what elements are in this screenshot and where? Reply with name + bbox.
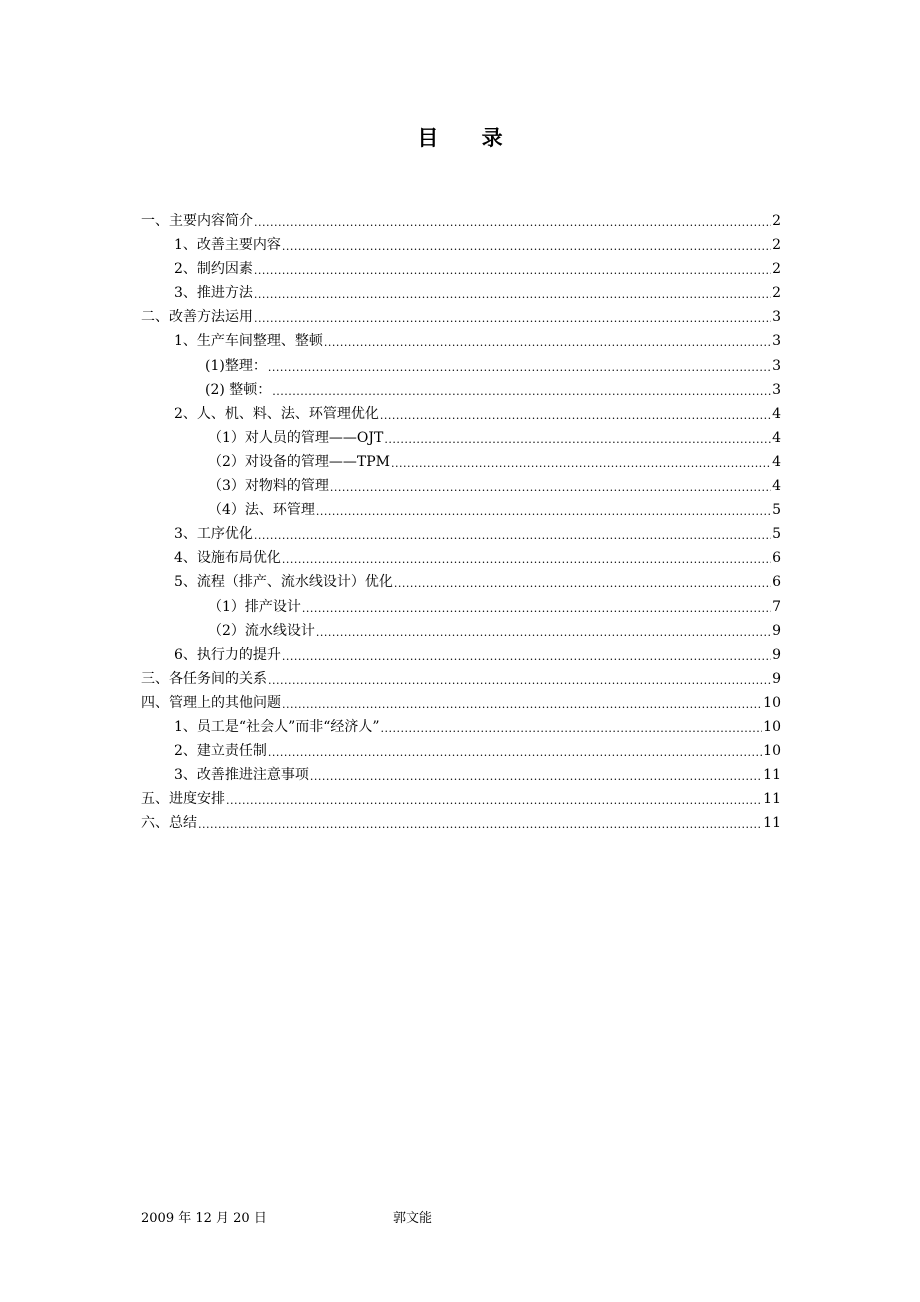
toc-entry-label: 五、进度安排	[141, 791, 225, 808]
toc-entry-page-number: 3	[772, 333, 781, 350]
toc-entry[interactable]	[141, 811, 781, 835]
toc-entry-label: （2）流水线设计	[208, 622, 315, 639]
toc-entry-page-number: 9	[772, 646, 781, 663]
toc-entry[interactable]	[141, 787, 781, 811]
toc-entry[interactable]	[141, 474, 781, 498]
toc-dot-leader	[268, 669, 771, 693]
toc-entry-label: 5、流程（排产、流水线设计）优化	[174, 574, 393, 591]
toc-entry[interactable]	[141, 595, 781, 619]
toc-entry-label: 1、生产车间整理、整顿	[174, 333, 323, 350]
toc-entry[interactable]	[141, 643, 781, 667]
toc-entry-page-number: 6	[772, 574, 781, 591]
toc-dot-leader	[330, 476, 771, 500]
toc-dot-leader	[310, 765, 762, 789]
toc-entry-label: 1、改善主要内容	[174, 237, 281, 254]
toc-entry[interactable]	[141, 426, 781, 450]
toc-dot-leader	[226, 789, 762, 813]
toc-entry-label: （3）对物料的管理	[208, 478, 329, 495]
toc-entry-label: （4）法、环管理	[208, 502, 315, 519]
toc-entry-page-number: 5	[772, 502, 781, 519]
toc-dot-leader	[316, 621, 771, 645]
toc-dot-leader	[254, 524, 771, 548]
toc-entry-label: 六、总结	[141, 815, 197, 832]
toc-entry-label: (2) 整顿：	[205, 381, 272, 398]
toc-entry-label: 一、主要内容简介	[141, 213, 253, 229]
toc-entry-label: 6、执行力的提升	[174, 646, 281, 663]
page-title: 目 录	[417, 125, 521, 150]
toc-entry-label: 1、员工是“社会人”而非“经济人”	[174, 718, 380, 735]
toc-entry[interactable]	[141, 209, 781, 233]
toc-entry[interactable]	[141, 619, 781, 643]
toc-entry-label: 2、建立责任制	[174, 743, 267, 760]
toc-entry[interactable]	[141, 233, 781, 257]
toc-entry[interactable]	[141, 691, 781, 715]
toc-entry-label: （1）排产设计	[208, 598, 301, 615]
toc-dot-leader	[254, 259, 771, 283]
toc-entry[interactable]	[141, 281, 781, 305]
toc-dot-leader	[380, 404, 771, 428]
toc-entry[interactable]	[141, 763, 781, 787]
toc-entry-page-number: 3	[772, 309, 781, 326]
toc-dot-leader	[384, 428, 771, 452]
toc-entry-page-number: 9	[772, 622, 781, 639]
toc-dot-leader	[282, 235, 771, 259]
toc-entry[interactable]	[141, 402, 781, 426]
toc-entry-page-number: 3	[772, 381, 781, 398]
toc-entry-label: 4、设施布局优化	[174, 550, 281, 567]
toc-entry-label: (1)整理：	[205, 357, 267, 374]
toc-entry-label: 3、改善推进注意事项	[174, 767, 309, 784]
toc-dot-leader	[394, 572, 771, 596]
toc-entry-page-number: 3	[772, 357, 781, 374]
toc-dot-leader	[282, 548, 771, 572]
footer-author: 郭文能	[393, 1211, 433, 1226]
table-of-contents	[141, 209, 781, 835]
toc-entry-page-number: 2	[772, 285, 781, 302]
toc-dot-leader	[272, 380, 771, 404]
toc-entry-page-number: 10	[763, 743, 781, 760]
toc-entry[interactable]	[141, 450, 781, 474]
toc-entry[interactable]	[141, 498, 781, 522]
toc-dot-leader	[254, 307, 771, 331]
toc-entry[interactable]	[141, 305, 781, 329]
footer-date: 2009 年 12 月 20 日	[141, 1211, 267, 1226]
toc-entry[interactable]	[141, 739, 781, 763]
toc-entry-label: 二、改善方法运用	[141, 309, 253, 326]
toc-dot-leader	[268, 356, 771, 380]
toc-entry-label: 3、推进方法	[174, 285, 253, 302]
toc-dot-leader	[268, 741, 762, 765]
toc-entry-label: 3、工序优化	[174, 526, 253, 543]
toc-entry-page-number: 6	[772, 550, 781, 567]
toc-entry-page-number: 2	[772, 261, 781, 278]
toc-dot-leader	[282, 693, 762, 717]
toc-entry-label: 2、人、机、料、法、环管理优化	[174, 405, 379, 422]
toc-entry[interactable]	[141, 329, 781, 353]
toc-entry[interactable]	[141, 257, 781, 281]
toc-entry-page-number: 4	[772, 405, 781, 422]
toc-dot-leader	[302, 597, 771, 621]
toc-entry-label: 四、管理上的其他问题	[141, 694, 281, 711]
toc-dot-leader	[391, 452, 771, 476]
toc-dot-leader	[198, 813, 762, 837]
toc-entry-page-number: 10	[763, 718, 781, 735]
toc-entry[interactable]	[141, 354, 781, 378]
toc-dot-leader	[316, 500, 771, 524]
toc-dot-leader	[381, 717, 763, 741]
toc-dot-leader	[324, 331, 771, 355]
toc-dot-leader	[282, 645, 771, 669]
toc-entry-label: （2）对设备的管理——TPM	[208, 453, 390, 470]
toc-entry-page-number: 2	[772, 237, 781, 254]
toc-entry-page-number: 11	[763, 791, 781, 808]
toc-entry-page-number: 4	[772, 453, 781, 470]
toc-entry-label: 2、制约因素	[174, 261, 253, 278]
toc-entry-page-number: 4	[772, 429, 781, 446]
toc-entry[interactable]	[141, 715, 781, 739]
toc-entry[interactable]	[141, 667, 781, 691]
toc-entry-page-number: 4	[772, 478, 781, 495]
toc-entry[interactable]	[141, 378, 781, 402]
toc-entry-page-number: 5	[772, 526, 781, 543]
toc-entry-label: 三、各任务间的关系	[141, 670, 267, 687]
toc-dot-leader	[254, 211, 771, 235]
toc-entry[interactable]	[141, 546, 781, 570]
toc-entry-page-number: 11	[763, 767, 781, 784]
toc-entry[interactable]	[141, 570, 781, 594]
toc-entry[interactable]	[141, 522, 781, 546]
toc-entry-page-number: 2	[772, 213, 781, 229]
toc-dot-leader	[254, 283, 771, 307]
toc-entry-label: （1）对人员的管理——OJT	[208, 429, 384, 446]
toc-entry-page-number: 7	[772, 598, 781, 615]
toc-entry-page-number: 9	[772, 670, 781, 687]
toc-entry-page-number: 10	[763, 694, 781, 711]
toc-entry-page-number: 11	[763, 815, 781, 832]
